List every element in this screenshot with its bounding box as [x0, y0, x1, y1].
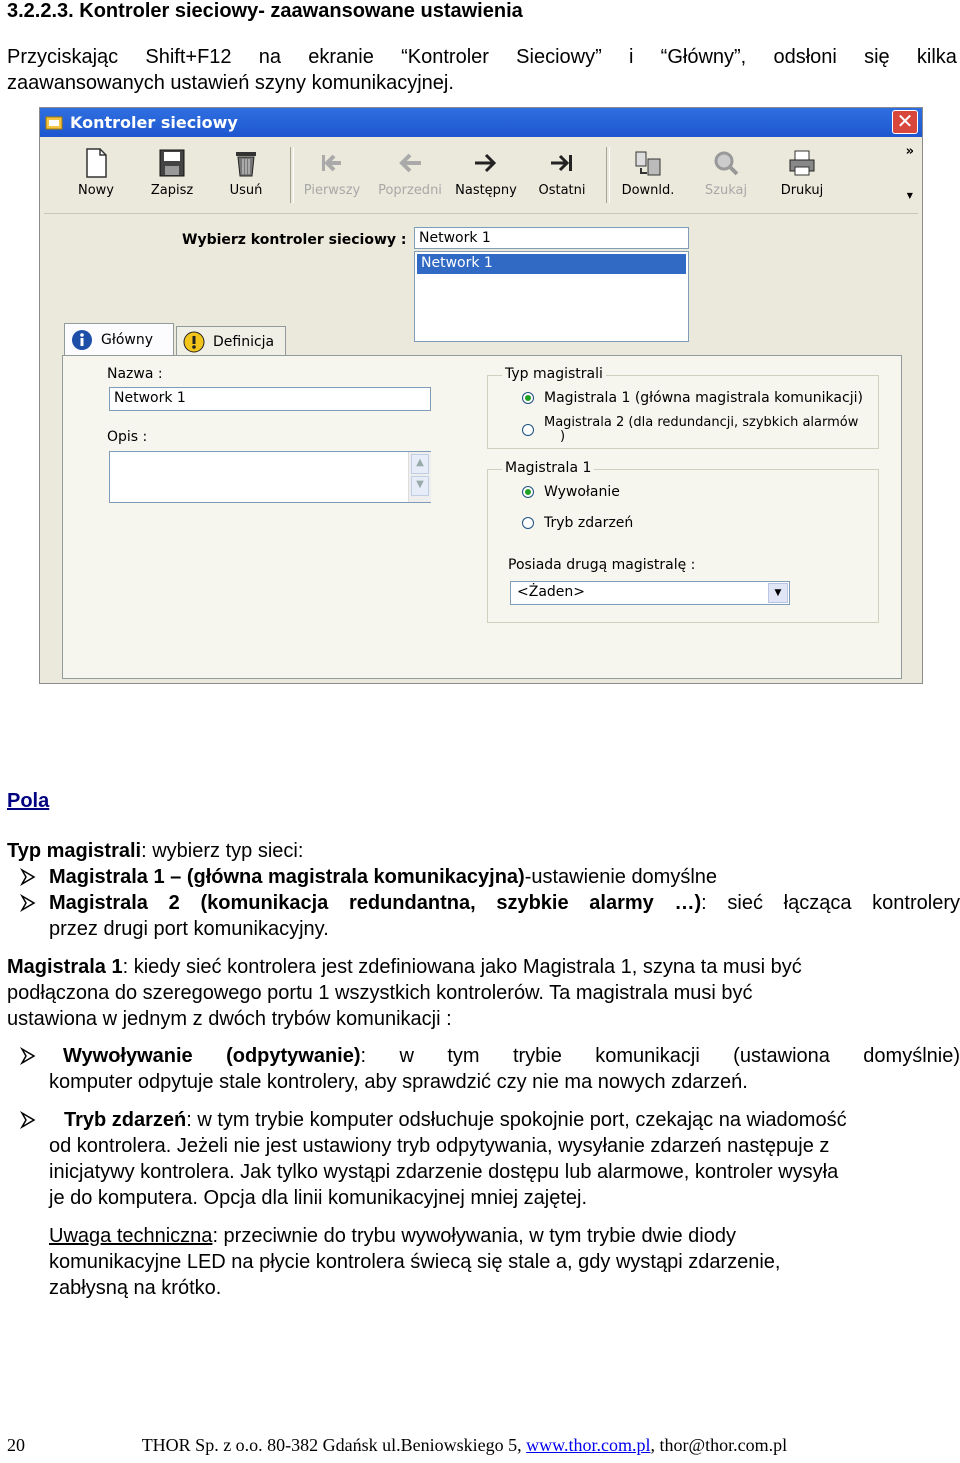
radio-unchecked-icon: [522, 424, 534, 436]
bus-type-title: Typ magistrali: [502, 366, 606, 382]
warning-icon: [183, 331, 205, 353]
page-number: 20: [7, 1435, 25, 1455]
radio-label: Wywołanie: [544, 484, 620, 500]
toolbar-overflow-button[interactable]: [906, 145, 914, 203]
technical-note: [20, 1223, 960, 1301]
bold-term: Wywoływanie (odpytywanie): [63, 1045, 361, 1067]
chevron-more-icon: »: [905, 144, 914, 159]
note-label: Uwaga techniczna: [49, 1225, 213, 1247]
radio-checked-icon: [522, 392, 534, 404]
bus-1-group: [487, 460, 879, 623]
chevron-down-icon: ▼: [906, 191, 913, 200]
download-icon: [633, 147, 663, 179]
paragraph-text: : wybierz typ sieci:: [141, 840, 304, 862]
description-field[interactable]: [109, 451, 431, 503]
tab-label: Definicja: [213, 333, 275, 350]
paragraph-text: przez drugi port komunikacyjny.: [49, 918, 329, 940]
chevron-down-icon[interactable]: ▼: [768, 583, 788, 603]
search-icon: [711, 147, 741, 179]
paragraph-text: od kontrolera. Jeżeli nie jest ustawiony tryb odpytywania, wysyłanie zdarzeń następuje z: [49, 1135, 830, 1157]
toolbar-label: Ostatni: [538, 183, 586, 198]
bus-2-radio[interactable]: [522, 416, 858, 444]
radio-label-line-2: ): [560, 429, 566, 444]
page-footer: [7, 1435, 787, 1456]
controller-picker-label: Wybierz kontroler sieciowy :: [182, 232, 407, 248]
tab-main[interactable]: [64, 323, 174, 356]
radio-label-line-1: Magistrala 2 (dla redundancji, szybkich alarmów: [544, 415, 859, 430]
bus-type-paragraph: [7, 838, 303, 864]
controller-list-item[interactable]: Network 1: [417, 254, 686, 274]
paragraph-text: : w tym trybie komunikacji (ustawiona domyślnie): [360, 1045, 960, 1067]
email-text: thor@thor.com.pl: [659, 1435, 788, 1455]
arrow-bullet-icon: [20, 1111, 36, 1129]
bus-1-radio[interactable]: [522, 390, 863, 406]
controller-picker-list[interactable]: [414, 251, 689, 342]
polling-radio[interactable]: [522, 484, 620, 500]
paragraph-text: : przeciwnie do trybu wywoływania, w tym trybie dwie diody: [212, 1225, 736, 1247]
intro-word: się: [864, 46, 890, 68]
paragraph-text: je do komputera. Opcja dla linii komunikacyjnej mniej zajętej.: [49, 1187, 588, 1209]
arrow-bullet-icon: [20, 894, 36, 912]
toolbar-new-button[interactable]: [58, 141, 134, 211]
intro-word: Sieciowy”: [516, 46, 602, 68]
toolbar-print-button[interactable]: [764, 141, 840, 211]
name-field[interactable]: Network 1: [109, 387, 431, 411]
toolbar-label: Downld.: [621, 183, 675, 198]
intro-line-1: [7, 44, 957, 70]
description-scrollbar[interactable]: [408, 452, 431, 502]
paragraph-text: zabłysną na krótko.: [49, 1277, 222, 1299]
bold-term: Magistrala 1: [7, 956, 123, 978]
tab-label: Główny: [101, 332, 154, 348]
toolbar-label: Nowy: [77, 183, 114, 198]
event-mode-radio[interactable]: [522, 515, 633, 531]
bullet-bus-2: [20, 890, 960, 942]
description-label: Opis :: [107, 429, 148, 445]
bullet-bus-1: [20, 864, 960, 890]
company-address: THOR Sp. z o.o. 80-382 Gdańsk ul.Beniowskiego 5,: [141, 1435, 522, 1455]
printer-icon: [787, 147, 817, 179]
paragraph-text: inicjatywy kontrolera. Jak tylko wystąpi zdarzenie dostępu lub alarmowe, kontroler wysyła: [49, 1161, 839, 1183]
toolbar: [44, 141, 918, 214]
section-pola: Pola: [7, 790, 50, 812]
intro-word: ekranie: [308, 46, 374, 68]
main-tab-panel: [62, 355, 902, 679]
intro-word: Przyciskając: [7, 46, 119, 68]
name-label: Nazwa :: [107, 366, 163, 382]
second-bus-select[interactable]: [510, 581, 790, 605]
toolbar-first-button[interactable]: [294, 141, 370, 211]
toolbar-label: Szukaj: [704, 183, 748, 198]
next-record-icon: [471, 147, 501, 179]
radio-label: [544, 416, 858, 444]
intro-paragraph: [7, 44, 957, 96]
section-heading: 3.2.2.3. Kontroler sieciowy- zaawansowane ustawienia: [7, 0, 523, 22]
bold-term: Magistrala 2 (komunikacja redundantna, szybkie alarmy …): [49, 892, 702, 914]
intro-word: “Główny”,: [660, 46, 747, 68]
toolbar-previous-button[interactable]: [372, 141, 448, 211]
controller-picker-input[interactable]: Network 1: [414, 227, 689, 249]
radio-label: Magistrala 1 (główna magistrala komunikacji): [544, 390, 863, 406]
toolbar-label: Drukuj: [780, 183, 824, 198]
close-button[interactable]: ✕: [892, 110, 918, 134]
window-title: Kontroler sieciowy: [70, 113, 238, 132]
toolbar-next-button[interactable]: [448, 141, 524, 211]
save-disk-icon: [157, 147, 187, 179]
info-icon: [71, 329, 93, 351]
toolbar-search-button[interactable]: [688, 141, 764, 211]
bold-term: Magistrala 1 – (główna magistrala komunikacyjna): [49, 866, 525, 888]
toolbar-label: Zapisz: [150, 183, 194, 198]
paragraph-text: : sieć łącząca kontrolery: [701, 892, 960, 914]
bus-1-title: Magistrala 1: [502, 460, 594, 476]
radio-checked-icon: [522, 486, 534, 498]
previous-record-icon: [395, 147, 425, 179]
arrow-bullet-icon: [20, 868, 36, 886]
scroll-up-icon[interactable]: ▲: [411, 454, 429, 474]
paragraph-text: ustawiona w jednym z dwóch trybów komunikacji :: [7, 1008, 452, 1030]
window-titlebar[interactable]: [40, 108, 922, 137]
intro-word: Shift+F12: [145, 46, 232, 68]
paragraph-text: komunikacyjne LED na płycie kontrolera świecą się stale a, gdy wystąpi zdarzenie,: [49, 1251, 781, 1273]
toolbar-label: Poprzedni: [378, 183, 442, 198]
first-record-icon: [317, 147, 347, 179]
toolbar-label: Usuń: [229, 183, 263, 198]
radio-unchecked-icon: [522, 517, 534, 529]
radio-label: Tryb zdarzeń: [544, 515, 634, 531]
scroll-down-icon[interactable]: ▼: [411, 476, 429, 496]
paragraph-text: -ustawienie domyślne: [524, 866, 718, 888]
trash-icon: [231, 147, 261, 179]
toolbar-download-button[interactable]: [610, 141, 686, 211]
bullet-event-mode: [20, 1107, 960, 1211]
bus-1-paragraph: [7, 954, 953, 1032]
intro-word: odsłoni: [773, 46, 837, 68]
paragraph-text: : kiedy sieć kontrolera jest zdefiniowana jako Magistrala 1, szyna ta musi być: [122, 956, 802, 978]
intro-word: kilka: [916, 46, 957, 68]
toolbar-label: Pierwszy: [303, 183, 361, 198]
bold-term: Typ magistrali: [7, 840, 142, 862]
intro-word: i: [628, 46, 634, 68]
intro-line-2: zaawansowanych ustawień szyny komunikacyjnej.: [7, 72, 454, 94]
paragraph-text: : w tym trybie komputer odsłuchuje spokojnie port, czekając na wiadomość: [186, 1109, 847, 1131]
bullet-polling: [20, 1043, 960, 1095]
bold-term: Tryb zdarzeń: [64, 1109, 187, 1131]
app-icon: [44, 113, 64, 133]
paragraph-text: podłączona do szeregowego portu 1 wszystkich kontrolerów. Ta magistrala musi być: [7, 982, 753, 1004]
toolbar-save-button[interactable]: [134, 141, 210, 211]
intro-word: na: [258, 46, 282, 68]
toolbar-label: Następny: [455, 183, 517, 198]
paragraph-text: komputer odpytuje stale kontrolery, aby sprawdzić czy nie ma nowych zdarzeń.: [49, 1071, 748, 1093]
tab-definition[interactable]: [176, 326, 286, 356]
arrow-bullet-icon: [20, 1047, 36, 1065]
last-record-icon: [547, 147, 577, 179]
network-controller-window: [39, 107, 923, 684]
bus-type-group: [487, 366, 879, 449]
toolbar-delete-button[interactable]: [208, 141, 284, 211]
second-bus-label: Posiada drugą magistralę :: [508, 557, 696, 573]
second-bus-value: <Żaden>: [517, 584, 586, 600]
website-link[interactable]: www.thor.com.pl: [526, 1435, 651, 1455]
toolbar-last-button[interactable]: [524, 141, 600, 211]
separator: ,: [650, 1435, 655, 1455]
new-document-icon: [81, 147, 111, 179]
intro-word: “Kontroler: [401, 46, 489, 68]
